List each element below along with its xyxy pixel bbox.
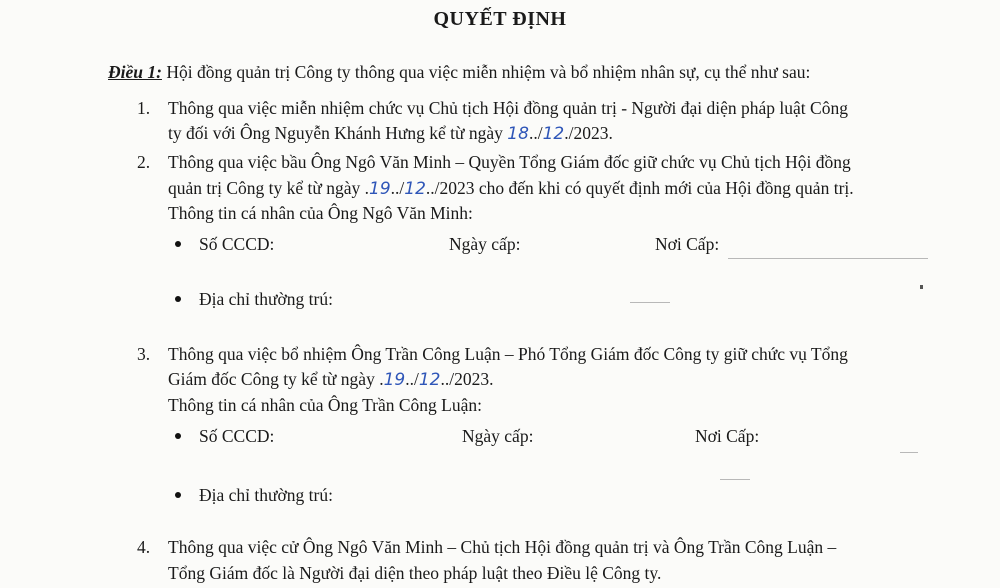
item-2-line-2: quản trị Công ty kể từ ngày .19../12../2023 cho đến khi có quyết định mới của Hội đồng quản trị.	[168, 178, 854, 199]
article-1-text: Hội đồng quản trị Công ty thông qua việc miễn nhiệm và bổ nhiệm nhân sự, cụ thể như sau:	[161, 62, 811, 82]
redaction-mark	[720, 479, 750, 480]
item-4-line-2: Tổng Giám đốc là Người đại diện theo pháp luật theo Điều lệ Công ty.	[168, 563, 662, 583]
item-1-handwritten-month: 12	[542, 124, 565, 144]
item-2-issue-date-label: Ngày cấp:	[449, 234, 521, 254]
redaction-mark	[728, 258, 928, 259]
bullet-icon	[175, 433, 181, 439]
item-2-line-3: Thông tin cá nhân của Ông Ngô Văn Minh:	[168, 203, 473, 223]
bullet-icon	[175, 296, 181, 302]
item-1-line-1: Thông qua việc miễn nhiệm chức vụ Chủ tịch Hội đồng quản trị - Người đại diện pháp luật Công	[168, 98, 848, 118]
item-3-handwritten-day: 19	[383, 370, 406, 390]
item-3-address-label: Địa chỉ thường trú:	[199, 485, 333, 505]
item-2-id-label: Số CCCD:	[199, 234, 275, 254]
item-2-issue-place-label: Nơi Cấp:	[655, 234, 720, 254]
item-3-line-2: Giám đốc Công ty kể từ ngày .19../12../2023.	[168, 369, 494, 390]
item-3-line-1: Thông qua việc bổ nhiệm Ông Trần Công Luận – Phó Tổng Giám đốc Công ty giữ chức vụ Tổng	[168, 344, 848, 364]
document-title: QUYẾT ĐỊNH	[433, 8, 567, 30]
item-3-id-label: Số CCCD:	[199, 426, 275, 446]
redaction-mark	[920, 285, 923, 289]
item-1-line-2: ty đối với Ông Nguyễn Khánh Hưng kể từ ngày 18../12./2023.	[168, 123, 613, 144]
item-3-line-3: Thông tin cá nhân của Ông Trần Công Luận:	[168, 395, 482, 415]
item-2-handwritten-day: 19	[369, 179, 391, 199]
item-2-address-label: Địa chỉ thường trú:	[199, 289, 333, 309]
item-4-line-1: Thông qua việc cử Ông Ngô Văn Minh – Chủ tịch Hội đồng quản trị và Ông Trần Công Luận –	[168, 537, 837, 557]
bullet-icon	[175, 492, 181, 498]
item-4-number: 4.	[137, 537, 151, 557]
item-1-number: 1.	[137, 98, 151, 118]
item-3-handwritten-month: 12	[418, 370, 441, 390]
bullet-icon	[175, 241, 181, 247]
item-3-number: 3.	[137, 344, 151, 364]
item-2-handwritten-month: 12	[404, 179, 426, 199]
redaction-mark	[630, 302, 670, 303]
item-3-issue-date-label: Ngày cấp:	[462, 426, 534, 446]
redaction-mark	[900, 452, 918, 453]
item-3-issue-place-label: Nơi Cấp:	[695, 426, 760, 446]
item-2-number: 2.	[137, 152, 151, 172]
article-1-heading	[108, 61, 810, 83]
item-2-line-1: Thông qua việc bầu Ông Ngô Văn Minh – Quyền Tổng Giám đốc giữ chức vụ Chủ tịch Hội đồng	[168, 152, 851, 172]
item-1-handwritten-day: 18	[507, 124, 529, 144]
article-1-label: Điều 1:	[108, 62, 162, 82]
